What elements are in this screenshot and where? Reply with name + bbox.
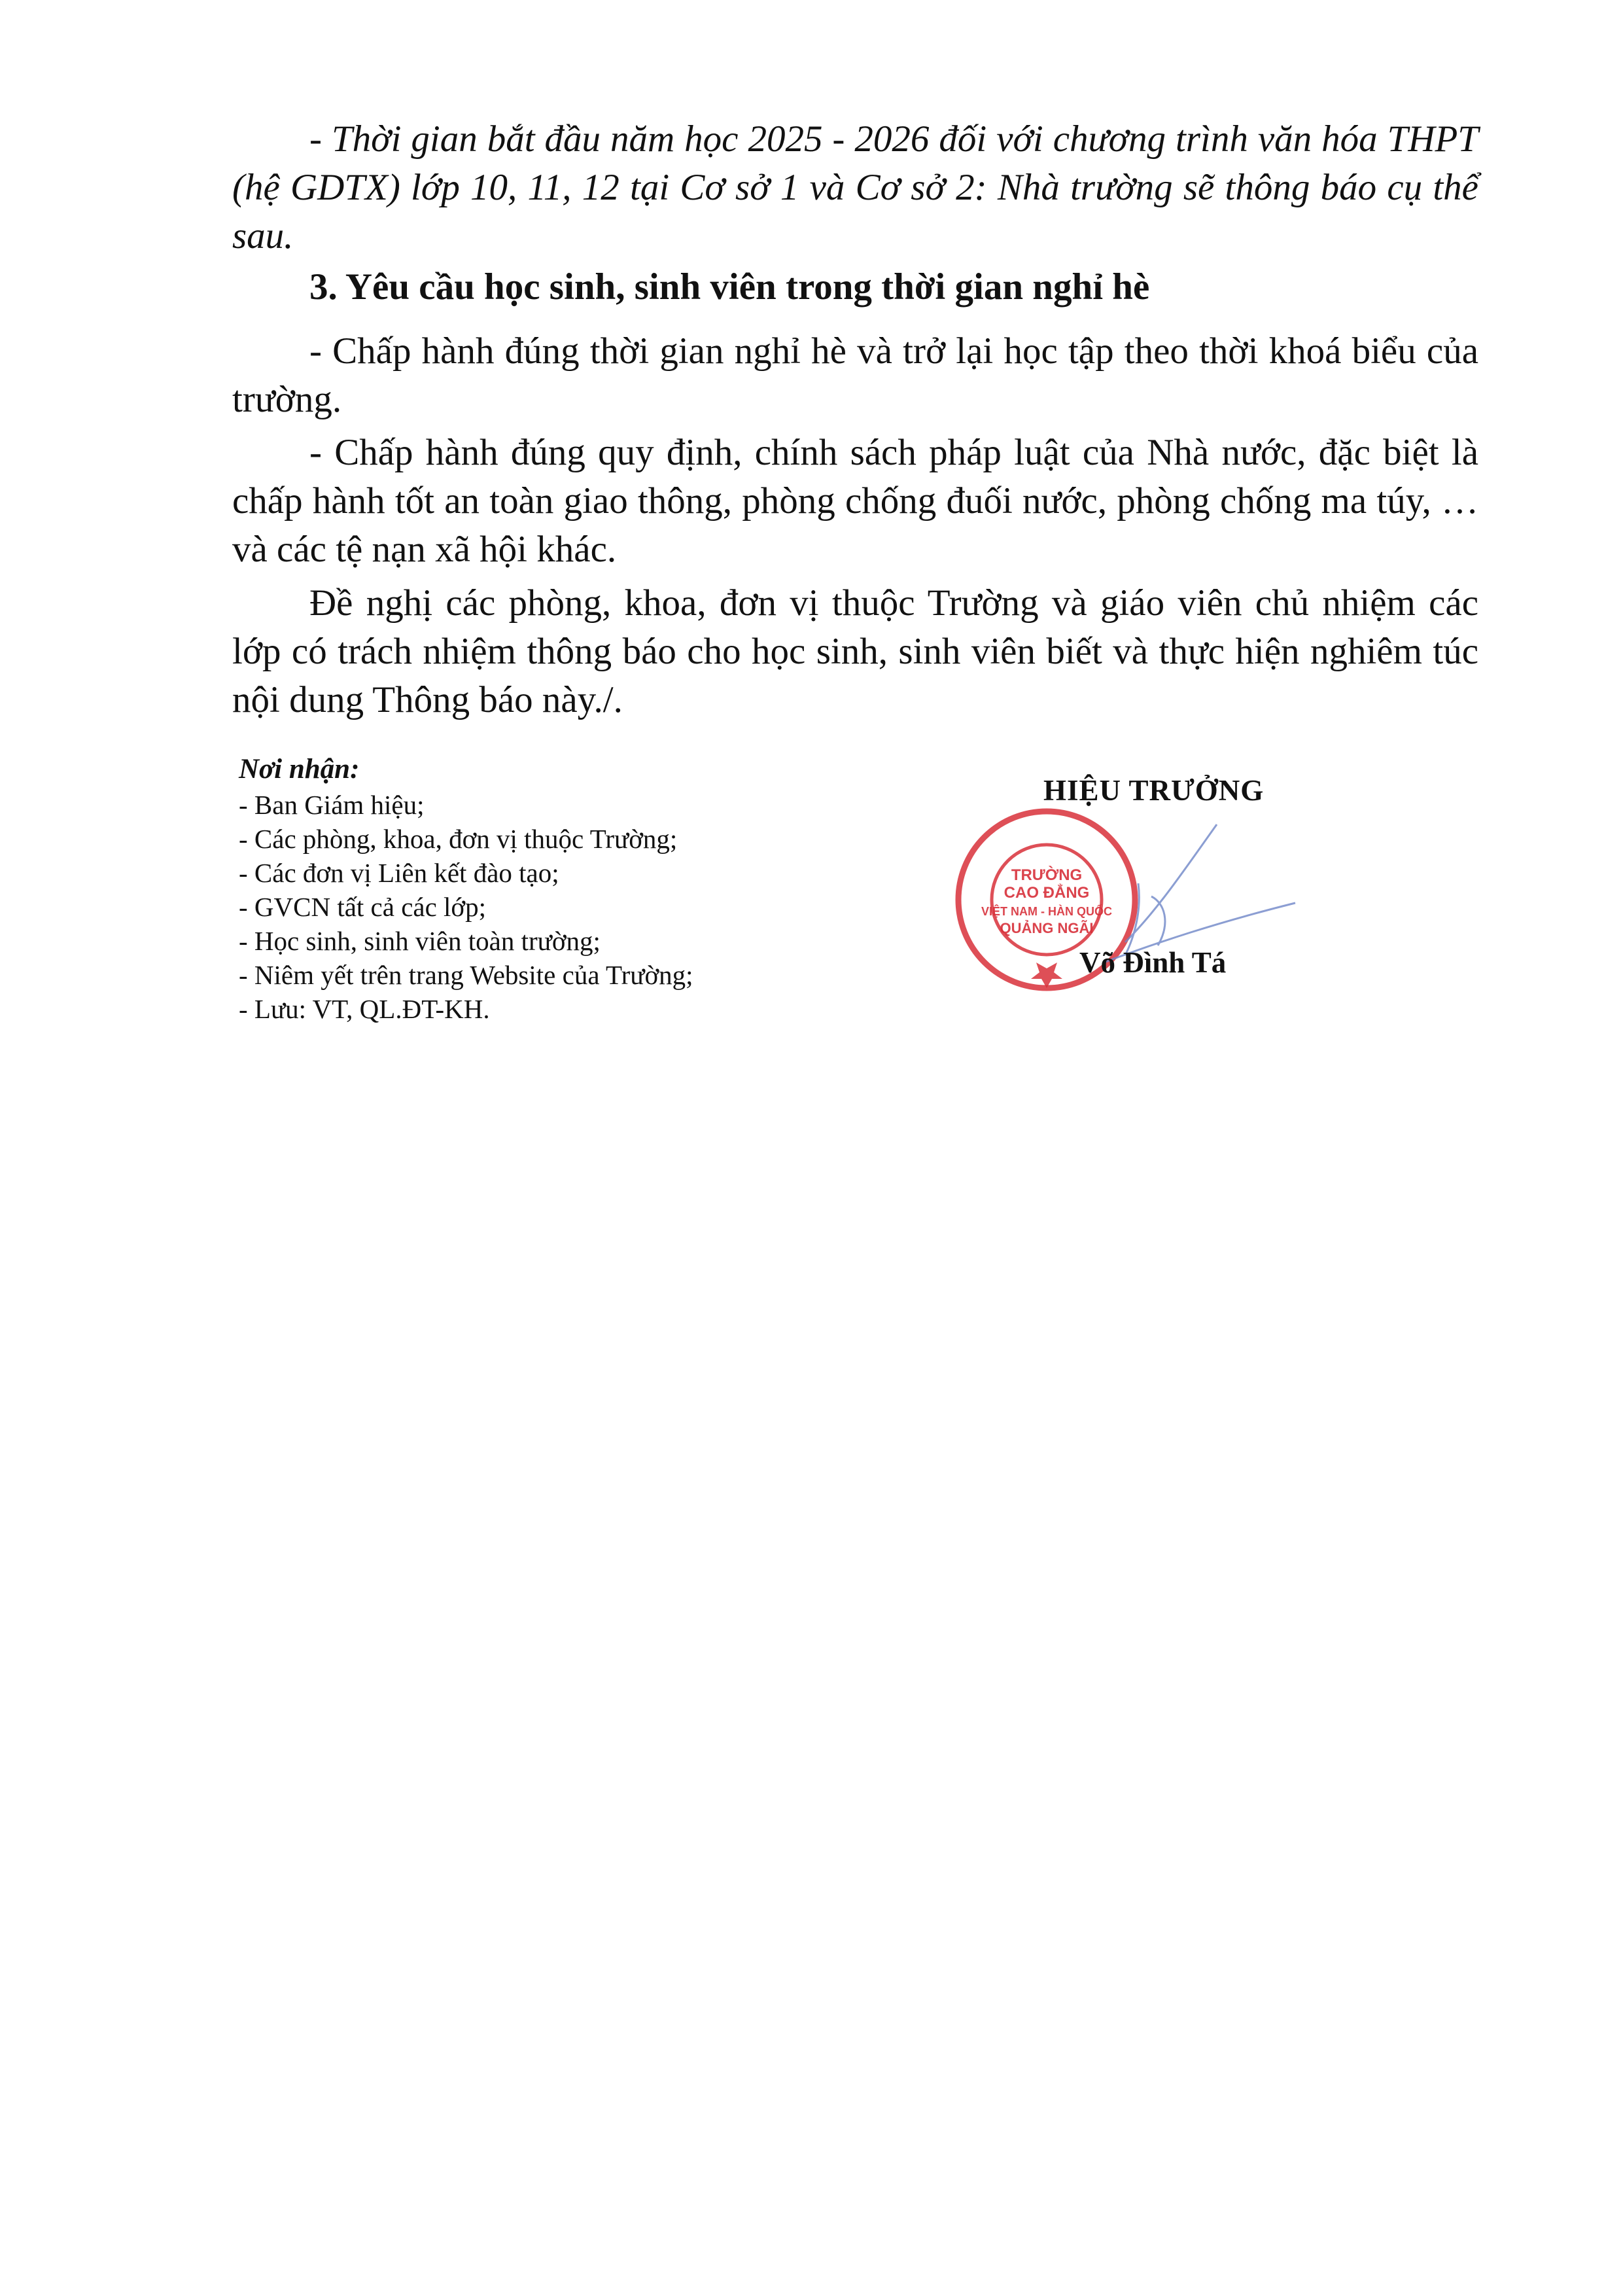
paragraph-law-compliance: - Chấp hành đúng quy định, chính sách pháp luật của Nhà nước, đặc biệt là chấp hành tốt an toàn giao thông, phòng chống đuối nước, phòng chống ma túy, … và các tệ nạn xã hội khác. (232, 432, 1478, 570)
seal-line: QUẢNG NGÃI (1000, 920, 1094, 936)
section-heading-summer-requirements: 3. Yêu cầu học sinh, sinh viên trong thời gian nghỉ hè (309, 266, 1150, 308)
recipients-title: Nơi nhận: (239, 754, 360, 785)
paragraph-summer-schedule: - Chấp hành đúng thời gian nghỉ hè và trở lại học tập theo thời khoá biểu của trường. (232, 330, 1478, 420)
recipient-item: - GVCN tất cả các lớp; (239, 892, 487, 922)
recipient-item: - Các đơn vị Liên kết đào tạo; (239, 858, 559, 888)
signature-block (909, 746, 1315, 1021)
recipient-item: - Lưu: VT, QL.ĐT-KH. (239, 994, 490, 1024)
recipients-list (239, 788, 828, 1026)
paragraph-school-year-start: - Thời gian bắt đầu năm học 2025 - 2026 đối với chương trình văn hóa THPT (hệ GDTX) lớp 10, 11, 12 tại Cơ sở 1 và Cơ sở 2: Nhà trường sẽ thông báo cụ thể sau. (232, 118, 1478, 256)
seal-line: TRƯỜNG (1011, 866, 1083, 884)
recipient-item: - Học sinh, sinh viên toàn trường; (239, 926, 601, 956)
seal-line: VIỆT NAM - HÀN QUỐC (981, 905, 1112, 918)
recipient-item: - Ban Giám hiệu; (239, 790, 425, 820)
recipient-item: - Các phòng, khoa, đơn vị thuộc Trường; (239, 824, 678, 854)
signatory-name: Võ Đình Tá (1079, 946, 1227, 979)
seal-line: CAO ĐẲNG (1003, 884, 1090, 902)
paragraph-request: Đề nghị các phòng, khoa, đơn vị thuộc Trường và giáo viên chủ nhiệm các lớp có trách nhiệm thông báo cho học sinh, sinh viên biết và thực hiện nghiêm túc nội dung Thông báo này./. (232, 582, 1478, 720)
recipients-block (239, 752, 828, 1026)
recipient-item: - Niêm yết trên trang Website của Trường; (239, 960, 693, 990)
signatory-title: HIỆU TRƯỞNG (1043, 774, 1265, 807)
